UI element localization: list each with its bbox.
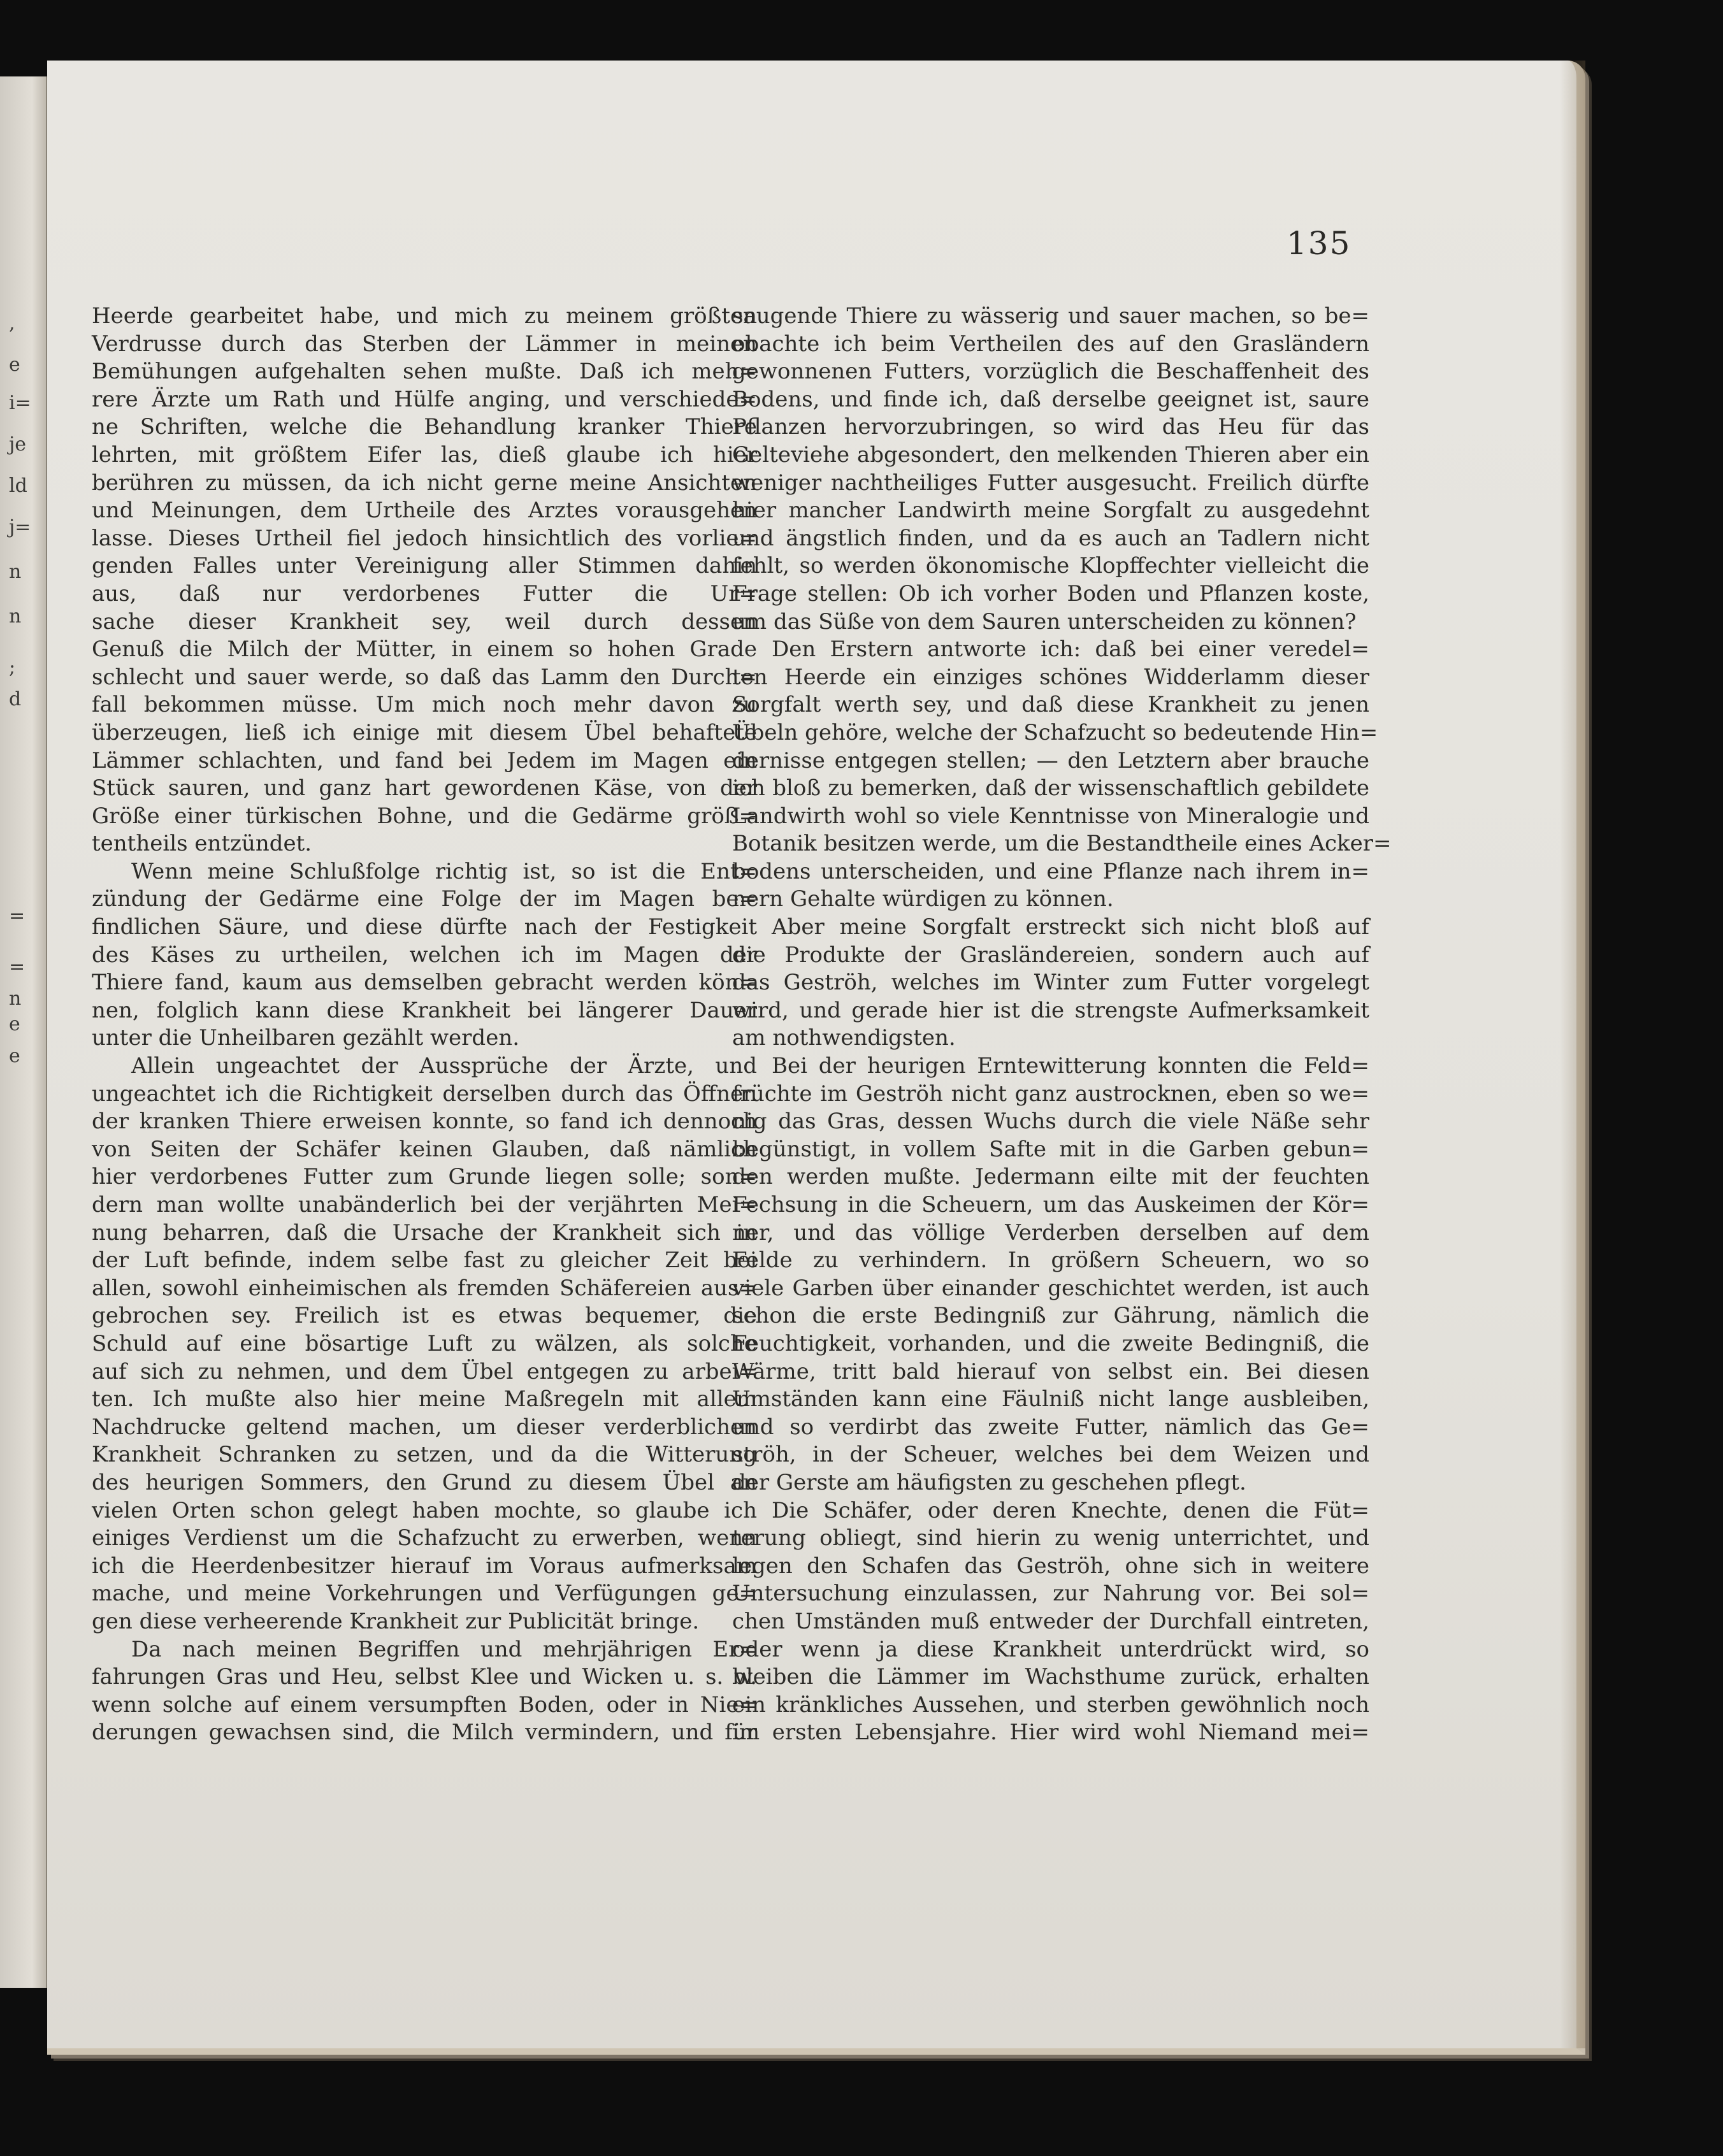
text-line: dern man wollte unabänderlich bei der verjährten Mei=: [92, 1192, 757, 1218]
text-line: am nothwendigsten.: [732, 1025, 956, 1051]
text-line: Sorgfalt werth sey, und daß diese Krankheit zu jenen: [732, 692, 1369, 718]
text-line: der kranken Thiere erweisen konnte, so fand ich dennoch: [92, 1109, 757, 1135]
text-line: im ersten Lebensjahre. Hier wird wohl Niemand mei=: [732, 1720, 1369, 1746]
text-line: der Luft befinde, indem selbe fast zu gleicher Zeit bei: [92, 1247, 757, 1274]
text-line: findlichen Säure, und diese dürfte nach der Festigkeit: [92, 914, 757, 940]
previous-page-fragment: e: [9, 1045, 20, 1067]
text-line: der Gerste am häufigsten zu geschehen pflegt.: [732, 1469, 1246, 1495]
text-line: Krankheit Schranken zu setzen, und da die Witterung: [92, 1442, 757, 1468]
text-line: wird, und gerade hier ist die strengste Aufmerksamkeit: [732, 997, 1369, 1023]
text-line: bleiben die Lämmer im Wachsthume zurück, erhalten: [732, 1664, 1369, 1690]
text-line: Genuß die Milch der Mütter, in einem so hohen Grade: [92, 636, 757, 663]
text-line: das Geströh, welches im Winter zum Futter vorgelegt: [732, 970, 1369, 996]
text-line: terung obliegt, sind hierin zu wenig unterrichtet, und: [732, 1525, 1369, 1551]
text-line: ten Heerde ein einziges schönes Widderlamm dieser: [732, 664, 1369, 690]
text-line: Verdrusse durch das Sterben der Lämmer in meinen: [92, 331, 757, 357]
text-line: begünstigt, in vollem Safte mit in die Garben gebun=: [732, 1136, 1369, 1162]
text-line: einiges Verdienst um die Schafzucht zu erwerben, wenn: [92, 1525, 757, 1551]
text-line: ner, und das völlige Verderben derselben auf dem: [732, 1219, 1369, 1246]
text-line: überzeugen, ließ ich einige mit diesem Übel behaftete: [92, 719, 757, 745]
text-line: Felde zu verhindern. In größern Scheuern, wo so: [732, 1247, 1369, 1274]
text-line: hier mancher Landwirth meine Sorgfalt zu ausgedehnt: [732, 498, 1369, 524]
text-line: schlecht und sauer werde, so daß das Lamm den Durch=: [92, 664, 757, 690]
text-line: des Käses zu urtheilen, welchen ich im Magen der: [92, 942, 757, 968]
text-line: nen, folglich kann diese Krankheit bei längerer Dauer: [92, 997, 757, 1023]
text-line: Wenn meine Schlußfolge richtig ist, so ist die Ent=: [131, 858, 757, 884]
previous-page-fragment: d: [9, 688, 22, 710]
text-line: lehrten, mit größtem Eifer las, dieß glaube ich hier: [92, 442, 757, 468]
text-line: ich die Heerdenbesitzer hierauf im Voraus aufmerksam: [92, 1553, 757, 1579]
text-line: Bemühungen aufgehalten sehen mußte. Daß ich meh=: [92, 359, 757, 385]
text-line: und Meinungen, dem Urtheile des Arztes vorausgehen: [92, 498, 757, 524]
page-number: 135: [1287, 225, 1352, 262]
text-line: sache dieser Krankheit sey, weil durch dessen: [92, 608, 757, 635]
text-line: die Produkte der Grasländereien, sondern auch auf: [732, 942, 1369, 968]
text-line: lasse. Dieses Urtheil fiel jedoch hinsichtlich des vorlie=: [92, 525, 757, 551]
text-line: ungeachtet ich die Richtigkeit derselben durch das Öffnen: [92, 1081, 757, 1107]
text-line: und so verdirbt das zweite Futter, nämlich das Ge=: [732, 1414, 1369, 1440]
text-line: Pflanzen hervorzubringen, so wird das Heu für das: [732, 414, 1369, 440]
text-line: Fechsung in die Scheuern, um das Auskeimen der Kör=: [732, 1192, 1369, 1218]
text-line: Den Erstern antworte ich: daß bei einer veredel=: [772, 636, 1369, 663]
text-line: Thiere fand, kaum aus demselben gebracht werden kön=: [92, 970, 757, 996]
text-line: ten. Ich mußte also hier meine Maßregeln mit allem: [92, 1386, 757, 1412]
text-line: Nachdrucke geltend machen, um dieser verderblichen: [92, 1414, 757, 1440]
text-line: obachte ich beim Vertheilen des auf den Grasländern: [732, 331, 1369, 357]
previous-page-fragment: ,: [9, 312, 15, 334]
text-line: hier verdorbenes Futter zum Grunde liegen solle; son=: [92, 1164, 757, 1190]
previous-page-fragment: =: [9, 956, 25, 978]
text-line: mache, und meine Vorkehrungen und Verfügungen ge=: [92, 1581, 757, 1607]
text-line: fahrungen Gras und Heu, selbst Klee und Wicken u. s. w.: [92, 1664, 757, 1690]
text-line: schon die erste Bedingniß zur Gährung, nämlich die: [732, 1303, 1369, 1329]
text-line: Bei der heurigen Erntewitterung konnten die Feld=: [772, 1053, 1369, 1079]
text-line: chen Umständen muß entweder der Durchfall eintreten,: [732, 1608, 1369, 1634]
text-line: Frage stellen: Ob ich vorher Boden und Pflanzen koste,: [732, 580, 1369, 607]
text-line: Größe einer türkischen Bohne, und die Gedärme größ=: [92, 803, 757, 829]
text-line: Gelteviehe abgesondert, den melkenden Thieren aber ein: [732, 442, 1369, 468]
text-line: Feuchtigkeit, vorhanden, und die zweite Bedingniß, die: [732, 1330, 1369, 1356]
previous-page-fragment: n: [9, 561, 22, 583]
text-line: gebrochen sey. Freilich ist es etwas bequemer, die: [92, 1303, 757, 1329]
text-line: weniger nachtheiliges Futter ausgesucht. Freilich dürfte: [732, 470, 1369, 496]
text-line: nern Gehalte würdigen zu können.: [732, 886, 1114, 912]
text-line: Allein ungeachtet der Aussprüche der Ärzte, und: [131, 1053, 757, 1079]
text-line: Schuld auf eine bösartige Luft zu wälzen, als solche: [92, 1330, 757, 1356]
text-line: oder wenn ja diese Krankheit unterdrückt wird, so: [732, 1636, 1369, 1662]
text-line: ne Schriften, welche die Behandlung kranker Thiere: [92, 414, 757, 440]
previous-page-fragment: n: [9, 605, 22, 628]
text-line: Botanik besitzen werde, um die Bestandtheile eines Acker=: [732, 831, 1392, 857]
text-line: Heerde gearbeitet habe, und mich zu meinem größten: [92, 303, 757, 329]
previous-page-fragment: ;: [9, 656, 16, 679]
text-line: vielen Orten schon gelegt haben mochte, so glaube ich: [92, 1497, 757, 1523]
text-line: Übeln gehöre, welche der Schafzucht so bedeutende Hin=: [732, 719, 1378, 745]
text-line: zündung der Gedärme eine Folge der im Magen be=: [92, 886, 757, 912]
text-line: rere Ärzte um Rath und Hülfe anging, und verschiede=: [92, 386, 757, 412]
text-line: ströh, in der Scheuer, welches bei dem Weizen und: [732, 1442, 1369, 1468]
text-line: Landwirth wohl so viele Kenntnisse von Mineralogie und: [732, 803, 1369, 829]
text-line: viele Garben über einander geschichtet werden, ist auch: [732, 1275, 1369, 1301]
text-line: Umständen kann eine Fäulniß nicht lange ausbleiben,: [732, 1386, 1369, 1412]
text-line: genden Falles unter Vereinigung aller Stimmen dahin: [92, 553, 757, 579]
previous-page-fragment: e: [9, 1013, 20, 1035]
text-line: Lämmer schlachten, und fand bei Jedem im Magen ein: [92, 747, 757, 773]
text-line: den werden mußte. Jedermann eilte mit der feuchten: [732, 1164, 1369, 1190]
text-line: ich bloß zu bemerken, daß der wissenschaftlich gebildete: [732, 775, 1369, 801]
text-line: aus, daß nur verdorbenes Futter die Ur=: [92, 580, 757, 607]
previous-page-fragment: j=: [9, 516, 31, 538]
text-line: unter die Unheilbaren gezählt werden.: [92, 1025, 520, 1051]
text-line: auf sich zu nehmen, und dem Übel entgegen zu arbei=: [92, 1358, 757, 1384]
text-line: Die Schäfer, oder deren Knechte, denen die Füt=: [772, 1497, 1369, 1523]
text-line: nig das Gras, dessen Wuchs durch die viele Näße sehr: [732, 1109, 1369, 1135]
text-line: nung beharren, daß die Ursache der Krankheit sich in: [92, 1219, 757, 1246]
text-line: Da nach meinen Begriffen und mehrjährigen Er=: [131, 1636, 757, 1662]
text-line: dernisse entgegen stellen; — den Letztern aber brauche: [732, 747, 1369, 773]
previous-page-fragment: e: [9, 354, 20, 376]
text-line: Wärme, tritt bald hierauf von selbst ein. Bei diesen: [732, 1358, 1369, 1384]
book-page: [47, 61, 1585, 2055]
previous-page-fragments: [4, 76, 42, 1988]
previous-page-fragment: je: [9, 433, 27, 456]
text-line: Bodens, und finde ich, daß derselbe geeignet ist, saure: [732, 386, 1369, 412]
text-line: Stück sauren, und ganz hart gewordenen Käse, von der: [92, 775, 757, 801]
text-line: tentheils entzündet.: [92, 831, 312, 857]
text-line: fehlt, so werden ökonomische Klopffechter vielleicht die: [732, 553, 1369, 579]
text-line: und ängstlich finden, und da es auch an Tadlern nicht: [732, 525, 1369, 551]
text-line: legen den Schafen das Geströh, ohne sich in weitere: [732, 1553, 1369, 1579]
text-line: Aber meine Sorgfalt erstreckt sich nicht bloß auf: [772, 914, 1369, 940]
text-line: um das Süße von dem Sauren unterscheiden zu können?: [732, 608, 1357, 635]
text-line: von Seiten der Schäfer keinen Glauben, daß nämlich: [92, 1136, 757, 1162]
text-line: derungen gewachsen sind, die Milch vermindern, und für: [92, 1720, 757, 1746]
text-line: fall bekommen müsse. Um mich noch mehr davon zu: [92, 692, 757, 718]
text-column-left: [92, 303, 757, 1747]
text-line: ein kränkliches Aussehen, und sterben gewöhnlich noch: [732, 1692, 1369, 1718]
previous-page-fragment: ld: [9, 475, 27, 497]
text-line: bodens unterscheiden, und eine Pflanze nach ihrem in=: [732, 858, 1369, 884]
text-line: wenn solche auf einem versumpften Boden, oder in Nie=: [92, 1692, 757, 1718]
text-line: Untersuchung einzulassen, zur Nahrung vor. Bei sol=: [732, 1581, 1369, 1607]
text-column-right: [732, 303, 1392, 1747]
text-line: berühren zu müssen, da ich nicht gerne meine Ansichten: [92, 470, 757, 496]
text-line: des heurigen Sommers, den Grund zu diesem Übel an: [92, 1469, 757, 1495]
previous-page-edge: [0, 76, 48, 1988]
previous-page-fragment: i=: [9, 392, 31, 414]
previous-page-fragment: =: [9, 905, 25, 927]
text-line: gewonnenen Futters, vorzüglich die Beschaffenheit des: [732, 359, 1369, 385]
text-line: gen diese verheerende Krankheit zur Publicität bringe.: [92, 1608, 700, 1634]
text-line: saugende Thiere zu wässerig und sauer machen, so be=: [732, 303, 1369, 329]
text-line: allen, sowohl einheimischen als fremden Schäfereien aus=: [92, 1275, 757, 1301]
text-line: früchte im Geströh nicht ganz austrocknen, eben so we=: [732, 1081, 1369, 1107]
previous-page-fragment: n: [9, 988, 22, 1010]
